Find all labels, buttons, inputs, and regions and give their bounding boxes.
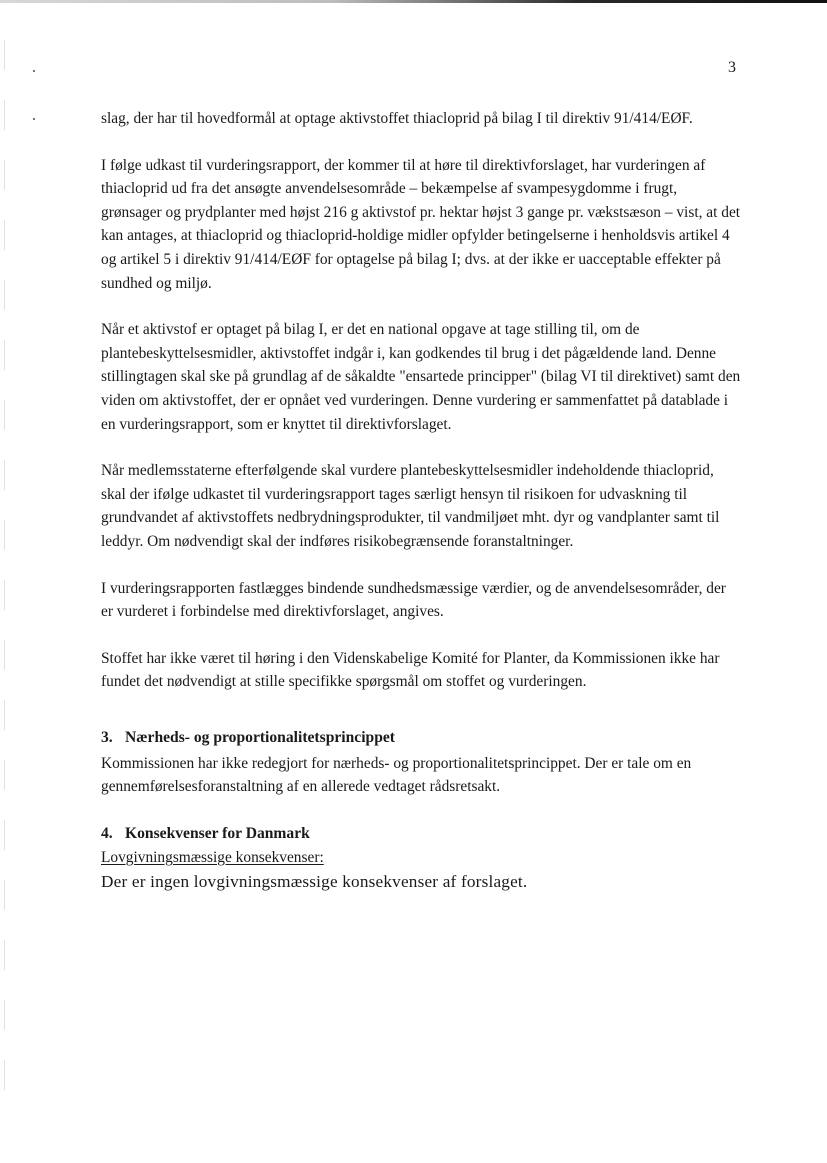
scan-speck [33,70,35,72]
paragraph-intro: slag, der har til hovedformål at optage aktivstoffet thiacloprid på bilag I til direktiv 91/414/EØF. [101,110,693,127]
paragraph-member-states: Når medlemsstaterne efterfølgende skal vurdere plantebeskyttelsesmidler indeholdende thiacloprid, skal der ifølge udkastet til vurderingsrapport tages særligt hensyn til risikoen for udvaskning til grundvandet af aktivstoffets nedbrydningsprodukter, til vandmiljøet mht. dyr og vandplanter samt til leddyr. Om nødvendigt skal der indføres risikobegrænsende foranstaltninger. [101,462,720,550]
section-3-number: 3. [101,728,113,746]
section-3-title: Nærheds- og proportionalitetsprincippet [125,728,396,746]
paragraph-assessment: I følge udkast til vurderingsrapport, der kommer til at høre til direktivforslaget, har vurderingen af thiacloprid ud fra det ansøgte anvendelsesområde – bekæmpelse af svampesygdomme i frugt, grønsager og prydplanter med højst 216 g aktivstof pr. hektar højst 3 gange pr. vækstsæson – vist, at det kan antages, at thiacloprid og thiacloprid-holdige midler opfylder betingelserne i henholdsvis artikel 4 og artikel 5 i direktiv 91/414/EØF for optagelse på bilag I; dvs. at der ikke er uacceptable effekter på sundhed og miljø. [101,156,741,292]
section-3-heading [101,726,741,749]
paragraph-national-task: Når et aktivstof er optaget på bilag I, er det en national opgave at tage stilling til, om de plantebeskyttelsesmidler, aktivstoffet indgår i, kan godkendes til brug i det pågældende land. Denne stillingtagen skal ske på grundlag af de såkaldte "ensartede principper" (bilag VI til direktivet) samt den viden om aktivstoffet, der er opnået ved vurderingen. Denne vurdering er sammenfattet på datablade i en vurderingsrapport, som er knyttet til direktivforslaget. [101,321,741,433]
section-4-subheading: Lovgivningsmæssige konsekvenser: [101,849,324,867]
page-number: 3 [728,59,736,76]
section-3-text: Kommissionen har ikke redegjort for nærheds- og proportionalitetsprincippet. Der er tale om en gennemførelsesforanstaltning af en allerede vedtaget rådsretsakt. [101,754,692,796]
document-body [101,107,741,895]
top-border-rule [0,0,827,3]
paragraph-binding-values: I vurderingsrapporten fastlægges bindende sundhedsmæssige værdier, og de anvendelsesområder, der er vurderet i forbindelse med direktivforslaget, angives. [101,579,726,621]
section-4-conclusion: Der er ingen lovgivningsmæssige konsekvenser af forslaget. [101,872,528,892]
section-4-heading [101,822,741,845]
scan-speck [33,118,35,120]
paragraph-scientific-committee: Stoffet har ikke været til høring i den Videnskabelige Komité for Planter, da Kommissionen ikke har fundet det nødvendigt at stille specifikke spørgsmål om stoffet og vurderingen. [101,649,720,691]
section-4-number: 4. [101,825,113,843]
section-4-title: Konsekvenser for Danmark [125,825,310,843]
scan-left-edge [4,40,5,1120]
